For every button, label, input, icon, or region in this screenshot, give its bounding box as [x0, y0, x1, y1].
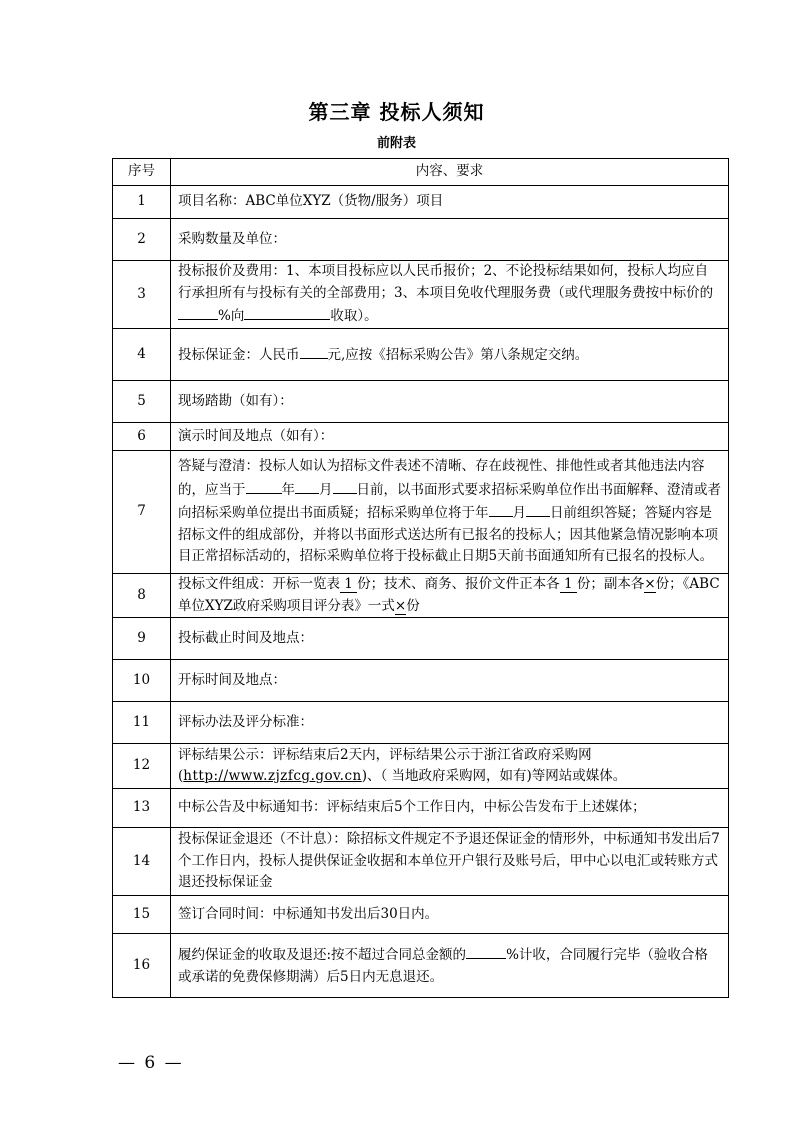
table-caption: 前附表	[376, 136, 416, 151]
table-row	[113, 186, 729, 219]
row-content: 评标结果公示：评标结束后2天内，评标结果公示于浙江省政府采购网(http://www.zjzfcg.gov.cn)、（ 当地政府采购网，如有)等网站或媒体。	[171, 744, 729, 789]
blank-field	[246, 478, 282, 494]
row-content: 投标保证金退还（不计息）：除招标文件规定不予退还保证金的情形外，中标通知书发出后7个工作日内，投标人提供保证金收据和本单位开户银行及账号后，甲中心以电汇或转账方式退还投标保证金	[171, 828, 729, 896]
row-number: 2	[113, 219, 171, 261]
row-content: 投标文件组成：开标一览表 1 份；技术、商务、报价文件正本各 1 份；副本各×份；《ABC单位XYZ政府采购项目评分表》一式×份	[171, 574, 729, 618]
blank-field	[489, 501, 513, 517]
row-number: 5	[113, 381, 171, 423]
row-number: 12	[113, 744, 171, 789]
row-content: 中标公告及中标通知书：评标结束后5个工作日内，中标公告发布于上述媒体；	[171, 789, 729, 828]
row-number: 13	[113, 789, 171, 828]
row-number: 14	[113, 828, 171, 896]
row-number: 15	[113, 896, 171, 934]
table-row	[113, 789, 729, 828]
row-number: 10	[113, 660, 171, 702]
blank-field	[244, 304, 330, 320]
row-content: 投标截止时间及地点：	[171, 618, 729, 660]
chapter-title: 第三章 投标人须知	[308, 100, 485, 124]
page-number: — 6 —	[118, 1053, 184, 1073]
table-row	[113, 660, 729, 702]
table-row	[113, 574, 729, 618]
row-number: 6	[113, 423, 171, 451]
row-content: 评标办法及评分标准：	[171, 702, 729, 744]
blank-field	[178, 304, 218, 320]
requirements-table	[112, 158, 729, 998]
row-number: 11	[113, 702, 171, 744]
row-content: 投标保证金：人民币 元,应按《招标采购公告》第八条规定交纳。	[171, 329, 729, 381]
header-seq: 序号	[113, 159, 171, 186]
table-row	[113, 828, 729, 896]
row-number: 8	[113, 574, 171, 618]
header-content: 内容、要求	[171, 159, 729, 186]
row-number: 3	[113, 261, 171, 329]
row-content: 投标报价及费用：1、本项目投标应以人民币报价；2、不论投标结果如何，投标人均应自行承担所有与投标有关的全部费用；3、本项目免收代理服务费（或代理服务费按中标价的%向 收取）。	[171, 261, 729, 329]
row-number: 16	[113, 934, 171, 998]
blank-field	[300, 343, 328, 359]
table-row	[113, 934, 729, 998]
row-content: 项目名称：ABC单位XYZ（货物/服务）项目	[171, 186, 729, 219]
blank-field	[466, 943, 506, 959]
table-header-row	[113, 159, 729, 186]
table-row	[113, 744, 729, 789]
procurement-site-link[interactable]: http://www.zjzfcg.gov.cn	[183, 768, 362, 784]
row-number: 9	[113, 618, 171, 660]
row-content: 现场踏勘（如有）：	[171, 381, 729, 423]
blank-field	[333, 478, 357, 494]
table-row	[113, 451, 729, 574]
table-row	[113, 702, 729, 744]
table-row	[113, 261, 729, 329]
blank-field	[295, 478, 319, 494]
row-number: 1	[113, 186, 171, 219]
blank-field	[526, 501, 550, 517]
table-row	[113, 329, 729, 381]
table-row	[113, 896, 729, 934]
table-row	[113, 423, 729, 451]
row-content: 答疑与澄清：投标人如认为招标文件表述不清晰、存在歧视性、排他性或者其他违法内容的，应当于 年 月 日前，以书面形式要求招标采购单位作出书面解释、澄清或者向招标采购单位提出书面质疑；招标采购单位将于年 月 日前组织答疑；答疑内容是招标文件的组成部份，并将以书面形式送达所有已报名的投标人；因其他紧急情况影响本项目正常招标活动的，招标采购单位将于投标截止日期5天前书面通知所有已报名的投标人。	[171, 451, 729, 574]
row-content: 采购数量及单位：	[171, 219, 729, 261]
table-row	[113, 219, 729, 261]
table-row	[113, 381, 729, 423]
row-content: 签订合同时间：中标通知书发出后30日内。	[171, 896, 729, 934]
row-content: 履约保证金的收取及退还:按不超过合同总金额的 %计收，合同履行完毕（验收合格或承诺的免费保修期满）后5日内无息退还。	[171, 934, 729, 998]
row-number: 7	[113, 451, 171, 574]
row-number: 4	[113, 329, 171, 381]
row-content: 开标时间及地点：	[171, 660, 729, 702]
row-content: 演示时间及地点（如有）：	[171, 423, 729, 451]
table-row	[113, 618, 729, 660]
